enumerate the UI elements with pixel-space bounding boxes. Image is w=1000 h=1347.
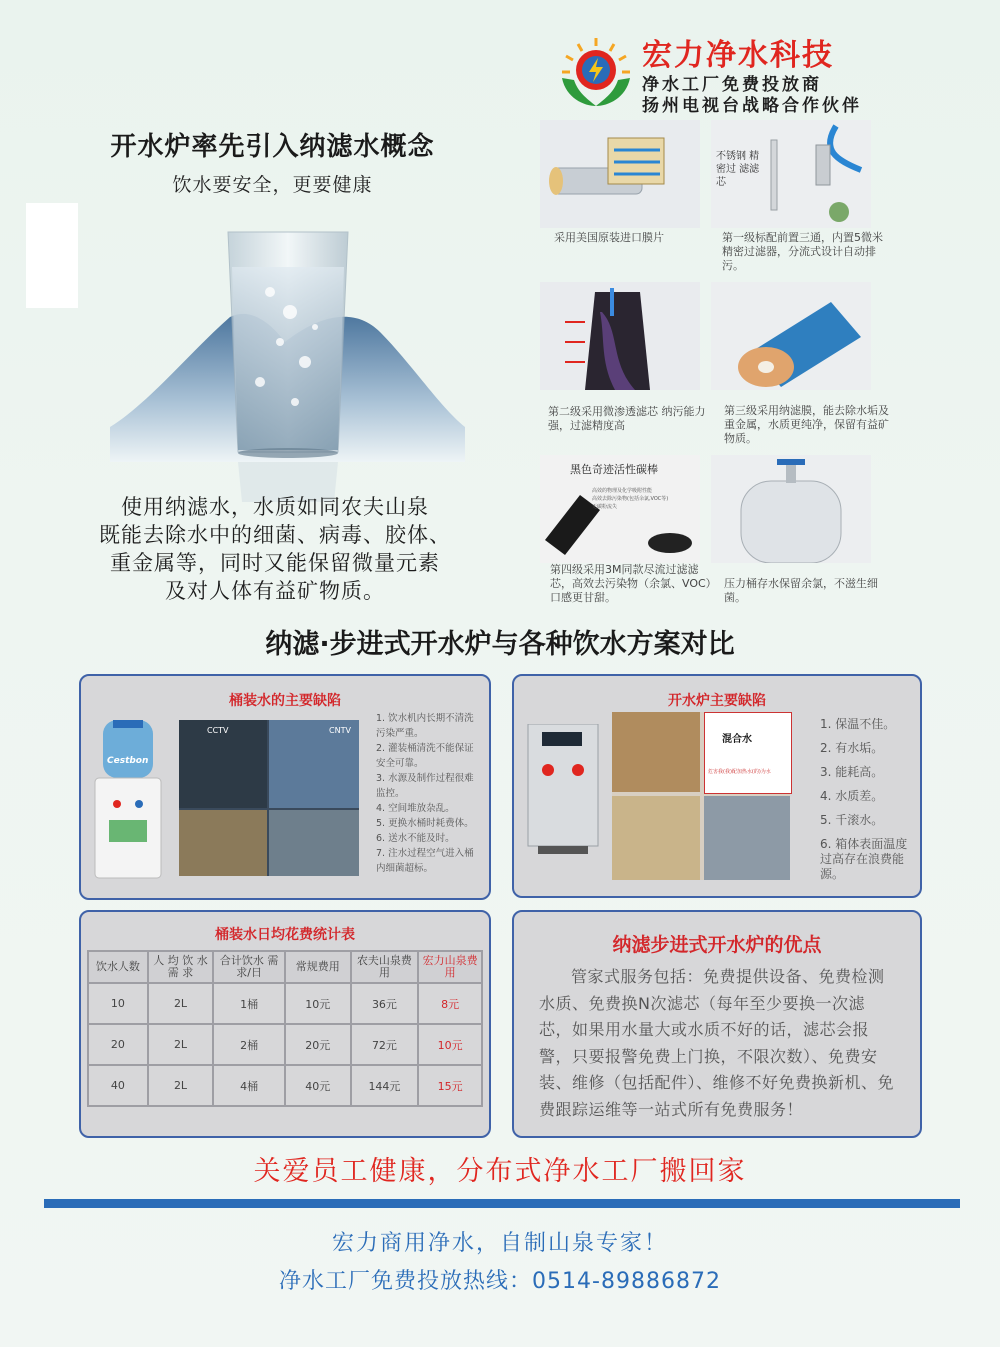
filter-caption: 第一级标配前置三通，内置5微米精密过滤器，分流式设计自动排污。: [722, 231, 883, 272]
brand-block: [556, 30, 886, 116]
table-cell: 10: [88, 983, 148, 1024]
photo-label: 混合水: [722, 734, 752, 745]
filter-caption: 压力桶存水保留余氯，不滋生细菌。: [724, 577, 878, 604]
table-cell: 2L: [148, 983, 214, 1024]
filter-caption: 采用美国原装进口膜片: [554, 231, 664, 244]
filter-caption: 第四级采用3M同款尽流过滤滤芯，高效去污染物（余氯、VOC）口感更甘甜。: [550, 563, 712, 604]
white-tab: [26, 203, 78, 308]
column-header: 宏力山泉费用: [418, 951, 482, 983]
brand-name: 宏力净水科技: [642, 38, 834, 73]
intro-paragraph: [40, 493, 510, 605]
brand-tagline-1: 净水工厂免费投放商: [642, 75, 822, 95]
photo-note: 危害我(我)配加热水(的)为水: [708, 769, 771, 775]
list-item: 4. 空间堆放杂乱。: [376, 803, 455, 814]
carbon-rod-title: 黑色奇迹活性碳棒: [570, 463, 658, 476]
boiler-panel: [512, 674, 922, 898]
table-cell: 20: [88, 1024, 148, 1065]
brand-tagline-2: 扬州电视台战略合作伙伴: [642, 96, 862, 116]
dispenser-brand: Cestbon: [107, 756, 149, 766]
sun-hands-logo-icon: [556, 34, 636, 110]
list-item: 6. 箱体表面温度过高存在浪费能源。: [820, 837, 908, 881]
page-subtitle: 饮水要安全，更要健康: [172, 174, 373, 196]
list-item: 5. 千滚水。: [820, 813, 884, 827]
table-cell: 15元: [418, 1065, 482, 1106]
boiler-machine-image: [526, 724, 600, 854]
list-item: 4. 水质差。: [820, 789, 884, 803]
table-cell: 10元: [285, 983, 351, 1024]
list-item: 1. 饮水机内长期不清洗污染严重。: [376, 713, 474, 739]
list-item: 3. 水源及制作过程很难监控。: [376, 773, 474, 799]
comparison-title: 纳滤·步进式开水炉与各种饮水方案对比: [265, 629, 735, 660]
nanofilter-membrane-image: [711, 282, 871, 390]
panel-title: 纳滤步进式开水炉的优点: [612, 934, 822, 956]
table-cell: 36元: [351, 983, 419, 1024]
panel-title: 桶装水的主要缺陷: [229, 693, 341, 709]
carbon-rod-note: 无碳粉流失: [592, 504, 618, 510]
table-cell: 20元: [285, 1024, 351, 1065]
column-header: 农夫山泉费用: [351, 951, 419, 983]
photo-label: CCTV: [207, 726, 229, 735]
cost-table-panel: [79, 910, 491, 1138]
prefilter-label: 不锈钢 精密过 滤滤芯: [716, 151, 760, 188]
divider-bar: [44, 1199, 960, 1208]
list-item: 6. 送水不能及时。: [376, 833, 455, 844]
list-item: 7. 注水过程空气进入桶内细菌超标。: [376, 848, 474, 874]
panel-title: 开水炉主要缺陷: [668, 693, 766, 709]
list-item: 2. 有水垢。: [820, 741, 884, 755]
table-cell: 4桶: [213, 1065, 285, 1106]
filter-caption: 第三级采用纳滤膜，能去除水垢及重金属，水质更纯净，保留有益矿物质。: [724, 404, 889, 445]
advantages-panel: [512, 910, 922, 1138]
bottled-water-panel: [79, 674, 491, 900]
boiler-problem-photos: [612, 712, 790, 880]
advantages-text: 管家式服务包括：免费提供设备、免费检测水质、免费换N次滤芯（每年至少要换一次滤芯，如果用水量大或水质不好的话，滤芯会报警，只要报警免费上门换，不限次数）、免费安装、维修（包括配件）、维修不好免费换新机、免费跟踪运维等一站式所有免费服务！: [539, 967, 895, 1119]
intro-line: 重金属等，同时又能保留微量元素: [110, 551, 440, 575]
intro-line: 使用纳滤水，水质如同农夫山泉: [121, 495, 429, 519]
bottled-problem-photos: [179, 720, 359, 876]
table-row: [88, 1065, 482, 1106]
list-item: 1. 保温不佳。: [820, 717, 896, 731]
table-cell: 8元: [418, 983, 482, 1024]
water-glass-image: [110, 212, 465, 502]
column-header: 人 均 饮 水 需 求: [148, 951, 214, 983]
list-item: 5. 更换水桶时耗费体。: [376, 818, 474, 829]
column-header: 合计饮水 需 求/日: [213, 951, 285, 983]
prefilter-image: [711, 120, 871, 228]
photo-label: CNTV: [329, 726, 351, 735]
micro-filter-image: [540, 282, 700, 390]
table-cell: 2L: [148, 1024, 214, 1065]
column-header: 饮水人数: [88, 951, 148, 983]
footer-tagline: 宏力商用净水，自制山泉专家！: [331, 1231, 668, 1256]
table-cell: 40: [88, 1065, 148, 1106]
table-cell: 144元: [351, 1065, 419, 1106]
cost-table: [87, 950, 483, 1107]
bottled-defects-list: [376, 711, 481, 876]
water-dispenser-image: [93, 720, 163, 880]
table-cell: 72元: [351, 1024, 419, 1065]
membrane-image: [540, 120, 700, 228]
carbon-rod-image: [540, 455, 700, 563]
slogan: 关爱员工健康，分布式净水工厂搬回家: [253, 1156, 747, 1187]
filter-caption: 第二级采用微渗透滤芯 纳污能力强，过滤精度高: [548, 405, 706, 432]
column-header: 常规费用: [285, 951, 351, 983]
table-cell: 1桶: [213, 983, 285, 1024]
intro-line: 既能去除水中的细菌、病毒、胶体、: [99, 523, 451, 547]
table-cell: 2桶: [213, 1024, 285, 1065]
table-row: [88, 983, 482, 1024]
page-title: 开水炉率先引入纳滤水概念: [110, 132, 435, 162]
list-item: 3. 能耗高。: [820, 765, 884, 779]
table-header-row: [88, 951, 482, 983]
footer-hotline: 净水工厂免费投放热线：0514-89886872: [279, 1269, 721, 1294]
carbon-rod-note: 高效的物理及化学吸附性能: [592, 488, 653, 494]
table-cell: 10元: [418, 1024, 482, 1065]
carbon-rod-note: 高效去除污染物(包括余氯,VOC等): [592, 496, 669, 502]
table-row: [88, 1024, 482, 1065]
table-cell: 2L: [148, 1065, 214, 1106]
intro-line: 及对人体有益矿物质。: [165, 579, 385, 603]
list-item: 2. 灌装桶清洗不能保证安全可靠。: [376, 743, 474, 769]
pressure-tank-image: [711, 455, 871, 563]
table-cell: 40元: [285, 1065, 351, 1106]
boiler-defects-list: [820, 712, 916, 882]
panel-title: 桶装水日均花费统计表: [215, 927, 355, 943]
